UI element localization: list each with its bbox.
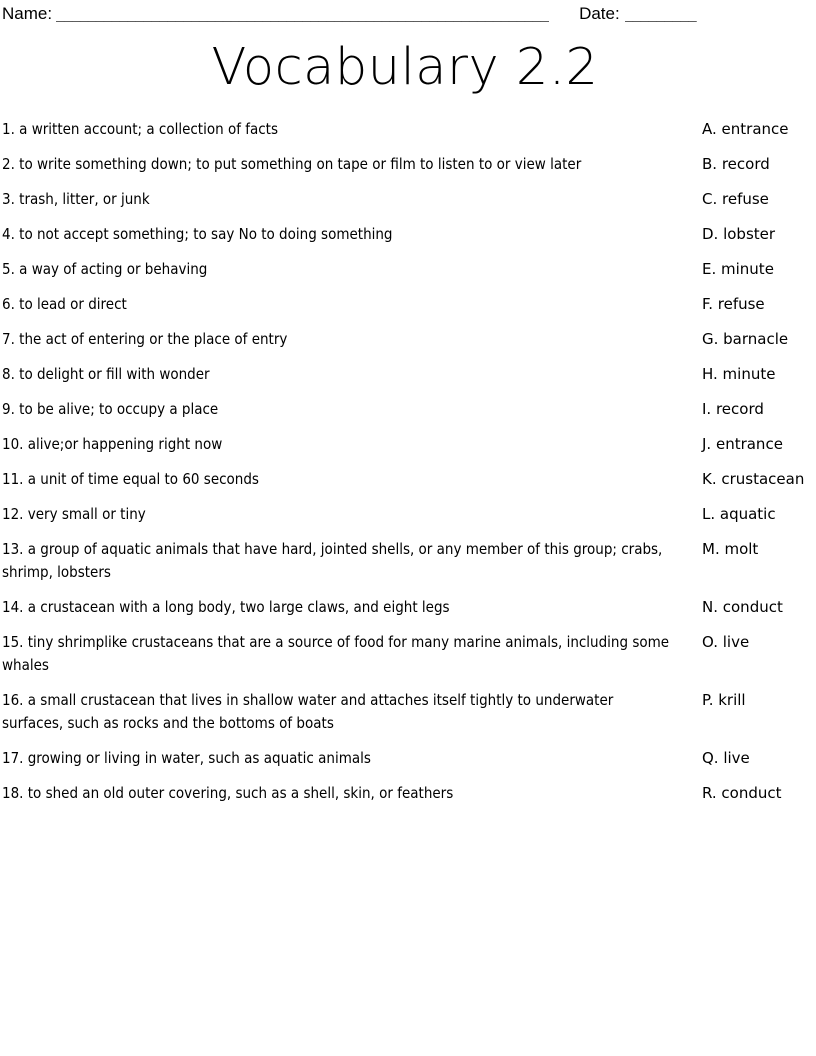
matching-row <box>2 468 814 491</box>
definition-text[interactable]: 12. very small or tiny <box>2 505 146 523</box>
student-info-header <box>2 0 814 26</box>
definition-text[interactable]: 16. a small crustacean that lives in shallow water and attaches itself tightly to underwater surfaces, such as rocks and the bottoms of boats <box>2 691 614 732</box>
matching-exercise-list <box>2 118 814 805</box>
matching-row <box>2 782 814 805</box>
page-title: Vocabulary 2.2 <box>211 38 599 97</box>
definition-text[interactable]: 18. to shed an old outer covering, such as a shell, skin, or feathers <box>2 784 454 802</box>
answer-option[interactable]: O. live <box>702 633 750 651</box>
definition-text[interactable]: 11. a unit of time equal to 60 seconds <box>2 470 259 488</box>
matching-row <box>2 596 814 619</box>
definition-text[interactable]: 9. to be alive; to occupy a place <box>2 400 219 418</box>
definition-text[interactable]: 10. alive;or happening right now <box>2 435 223 453</box>
matching-row <box>2 363 814 386</box>
matching-row <box>2 631 814 677</box>
answer-option[interactable]: M. molt <box>702 540 759 558</box>
date-field-group <box>579 3 620 25</box>
answer-option[interactable]: D. lobster <box>702 225 776 243</box>
definition-text[interactable]: 17. growing or living in water, such as aquatic animals <box>2 749 371 767</box>
answer-option[interactable]: L. aquatic <box>702 505 776 523</box>
definition-text[interactable]: 14. a crustacean with a long body, two large claws, and eight legs <box>2 598 450 616</box>
answer-option[interactable]: Q. live <box>702 749 750 767</box>
definition-text[interactable]: 1. a written account; a collection of facts <box>2 120 278 138</box>
definition-text[interactable]: 7. the act of entering or the place of entry <box>2 330 288 348</box>
date-blank-line[interactable]: _________ <box>624 6 697 23</box>
matching-row <box>2 398 814 421</box>
matching-row <box>2 153 814 176</box>
name-blank-line[interactable]: ______________________________________________________________ <box>56 6 549 23</box>
definition-text[interactable]: 15. tiny shrimplike crustaceans that are a source of food for many marine animals, including some whales <box>2 633 670 674</box>
matching-row <box>2 118 814 141</box>
date-label: Date: <box>579 4 620 23</box>
definition-text[interactable]: 2. to write something down; to put something on tape or film to listen to or view later <box>2 155 582 173</box>
matching-row <box>2 747 814 770</box>
matching-row <box>2 689 814 735</box>
definition-text[interactable]: 13. a group of aquatic animals that have hard, jointed shells, or any member of this group; crabs, shrimp, lobsters <box>2 540 663 581</box>
matching-row <box>2 328 814 351</box>
name-label: Name: <box>2 4 53 23</box>
answer-option[interactable]: J. entrance <box>702 435 783 453</box>
matching-row <box>2 538 814 584</box>
definition-text[interactable]: 8. to delight or fill with wonder <box>2 365 210 383</box>
answer-option[interactable]: F. refuse <box>702 295 765 313</box>
answer-option[interactable]: B. record <box>702 155 770 173</box>
answer-option[interactable]: E. minute <box>702 260 774 278</box>
definition-text[interactable]: 6. to lead or direct <box>2 295 127 313</box>
matching-row <box>2 188 814 211</box>
answer-option[interactable]: C. refuse <box>702 190 769 208</box>
definition-text[interactable]: 3. trash, litter, or junk <box>2 190 150 208</box>
answer-option[interactable]: N. conduct <box>702 598 783 616</box>
answer-option[interactable]: R. conduct <box>702 784 782 802</box>
matching-row <box>2 293 814 316</box>
answer-option[interactable]: I. record <box>702 400 764 418</box>
answer-option[interactable]: A. entrance <box>702 120 789 138</box>
answer-option[interactable]: H. minute <box>702 365 776 383</box>
answer-option[interactable]: K. crustacean <box>702 470 805 488</box>
definition-text[interactable]: 4. to not accept something; to say No to doing something <box>2 225 393 243</box>
definition-text[interactable]: 5. a way of acting or behaving <box>2 260 208 278</box>
matching-row <box>2 503 814 526</box>
matching-row <box>2 258 814 281</box>
answer-option[interactable]: G. barnacle <box>702 330 789 348</box>
answer-option[interactable]: P. krill <box>702 691 746 709</box>
matching-row <box>2 223 814 246</box>
matching-row <box>2 433 814 456</box>
